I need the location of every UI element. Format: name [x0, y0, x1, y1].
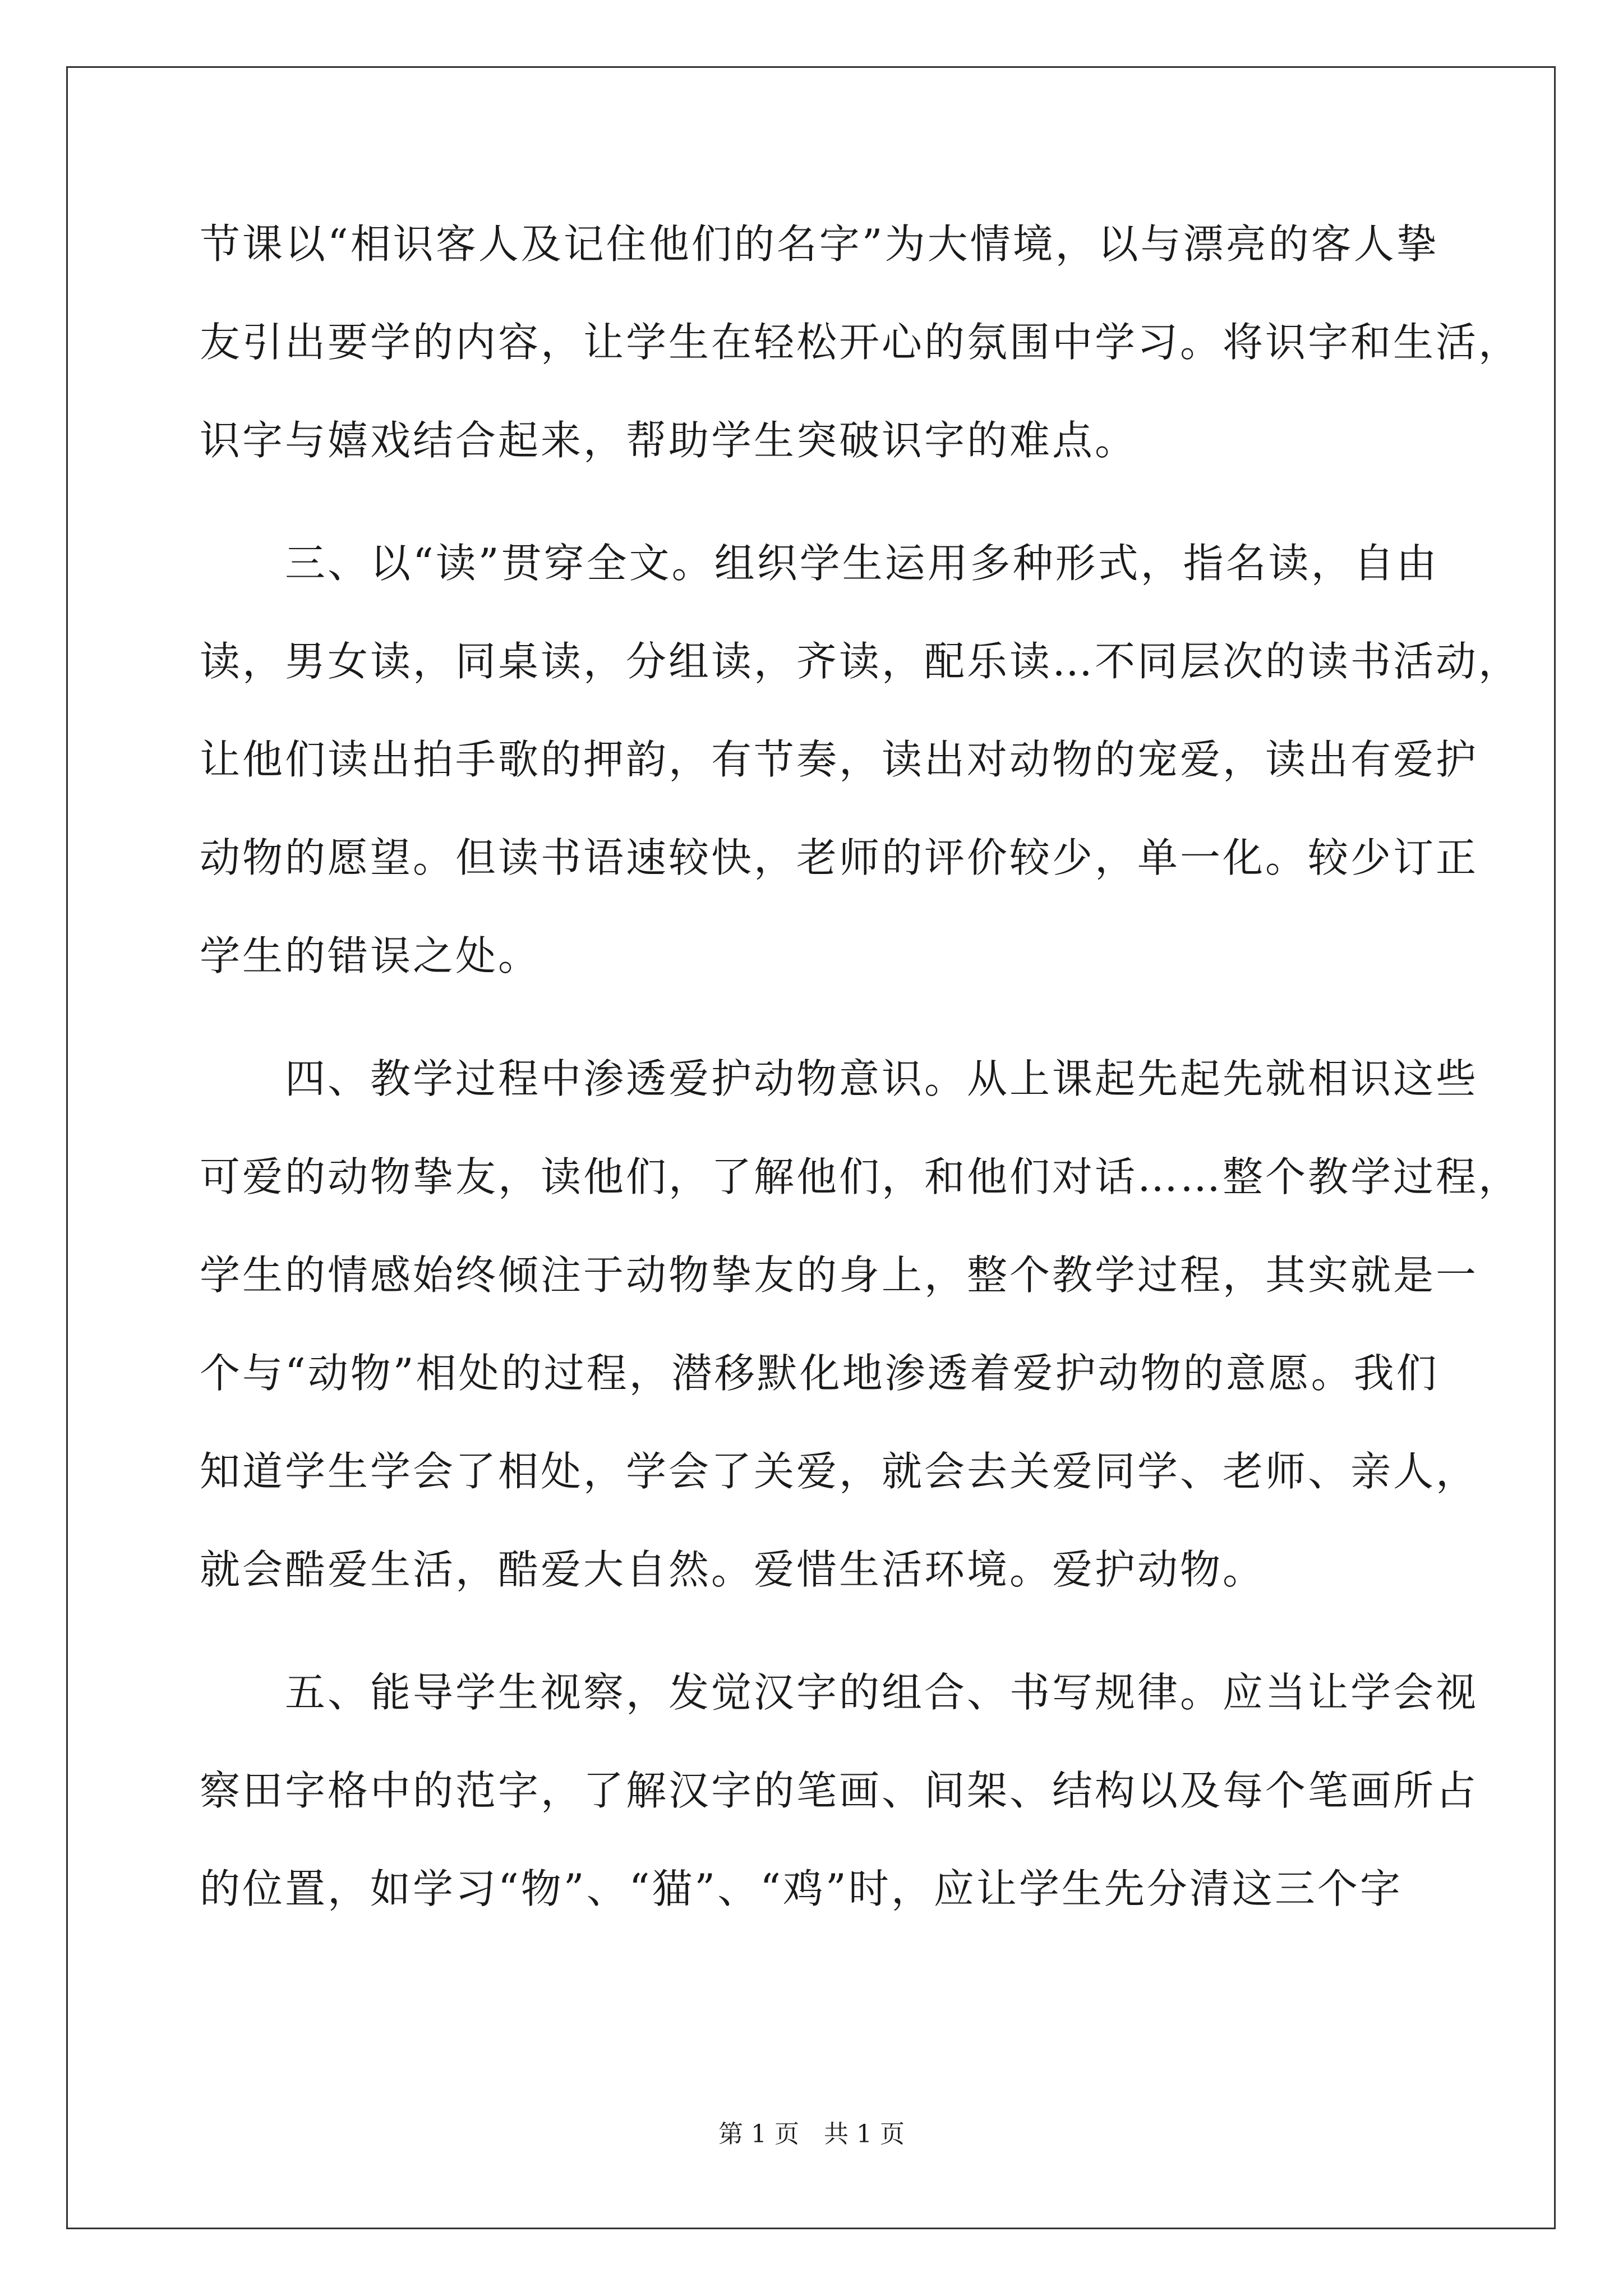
text-line: 学生的错误之处。 — [200, 932, 541, 979]
document-body — [200, 218, 1521, 1961]
paragraph-gap — [200, 512, 1433, 537]
text-line: 识字与嬉戏结合起来，帮助学生突破识字的难点。 — [200, 417, 1138, 464]
text-line: 学生的情感始终倾注于动物挚友的身上，整个教学过程，其实就是一 — [200, 1251, 1479, 1299]
page-number-footer: 第 1 页 共 1 页 — [718, 2120, 905, 2148]
text-line: 四、教学过程中渗透爱护动物意识。从上课起先起先就相识这些 — [200, 1055, 1479, 1102]
text-line: 友引出要学的内容，让学生在轻松开心的氛围中学习。将识字和生活， — [200, 319, 1521, 366]
text-line: 察田字格中的范字，了解汉字的笔画、间架、结构以及每个笔画所占 — [200, 1767, 1479, 1814]
text-line: 节课以“相识客人及记住他们的名字”为大情境，以与漂亮的客人挚 — [200, 220, 1439, 268]
text-line: 的位置，如学习“物”、“猫”、“鸡”时，应让学生先分清这三个字 — [200, 1865, 1403, 1912]
text-line: 五、能导学生视察，发觉汉字的组合、书写规律。应当让学会视 — [200, 1669, 1479, 1716]
text-line: 动物的愿望。但读书语速较快，老师的评价较少，单一化。较少订正 — [200, 834, 1479, 881]
paragraph-gap — [200, 1641, 1433, 1666]
text-line: 知道学生学会了相处，学会了关爱，就会去关爱同学、老师、亲人， — [200, 1448, 1479, 1495]
text-line: 个与“动物”相处的过程，潜移默化地渗透着爱护动物的意愿。我们 — [200, 1350, 1439, 1397]
text-line: 三、以“读”贯穿全文。组织学生运用多种形式，指名读，自由 — [200, 540, 1439, 587]
text-line: 就会酷爱生活，酷爱大自然。爱惜生活环境。爱护动物。 — [200, 1546, 1266, 1593]
paragraph-gap — [200, 1028, 1433, 1052]
text-line: 读，男女读，同桌读，分组读，齐读，配乐读…不同层次的读书活动， — [200, 638, 1521, 685]
text-line: 可爱的动物挚友，读他们，了解他们，和他们对话……整个教学过程， — [200, 1153, 1521, 1200]
text-line: 让他们读出拍手歌的押韵，有节奏，读出对动物的宠爱，读出有爱护 — [200, 736, 1479, 783]
